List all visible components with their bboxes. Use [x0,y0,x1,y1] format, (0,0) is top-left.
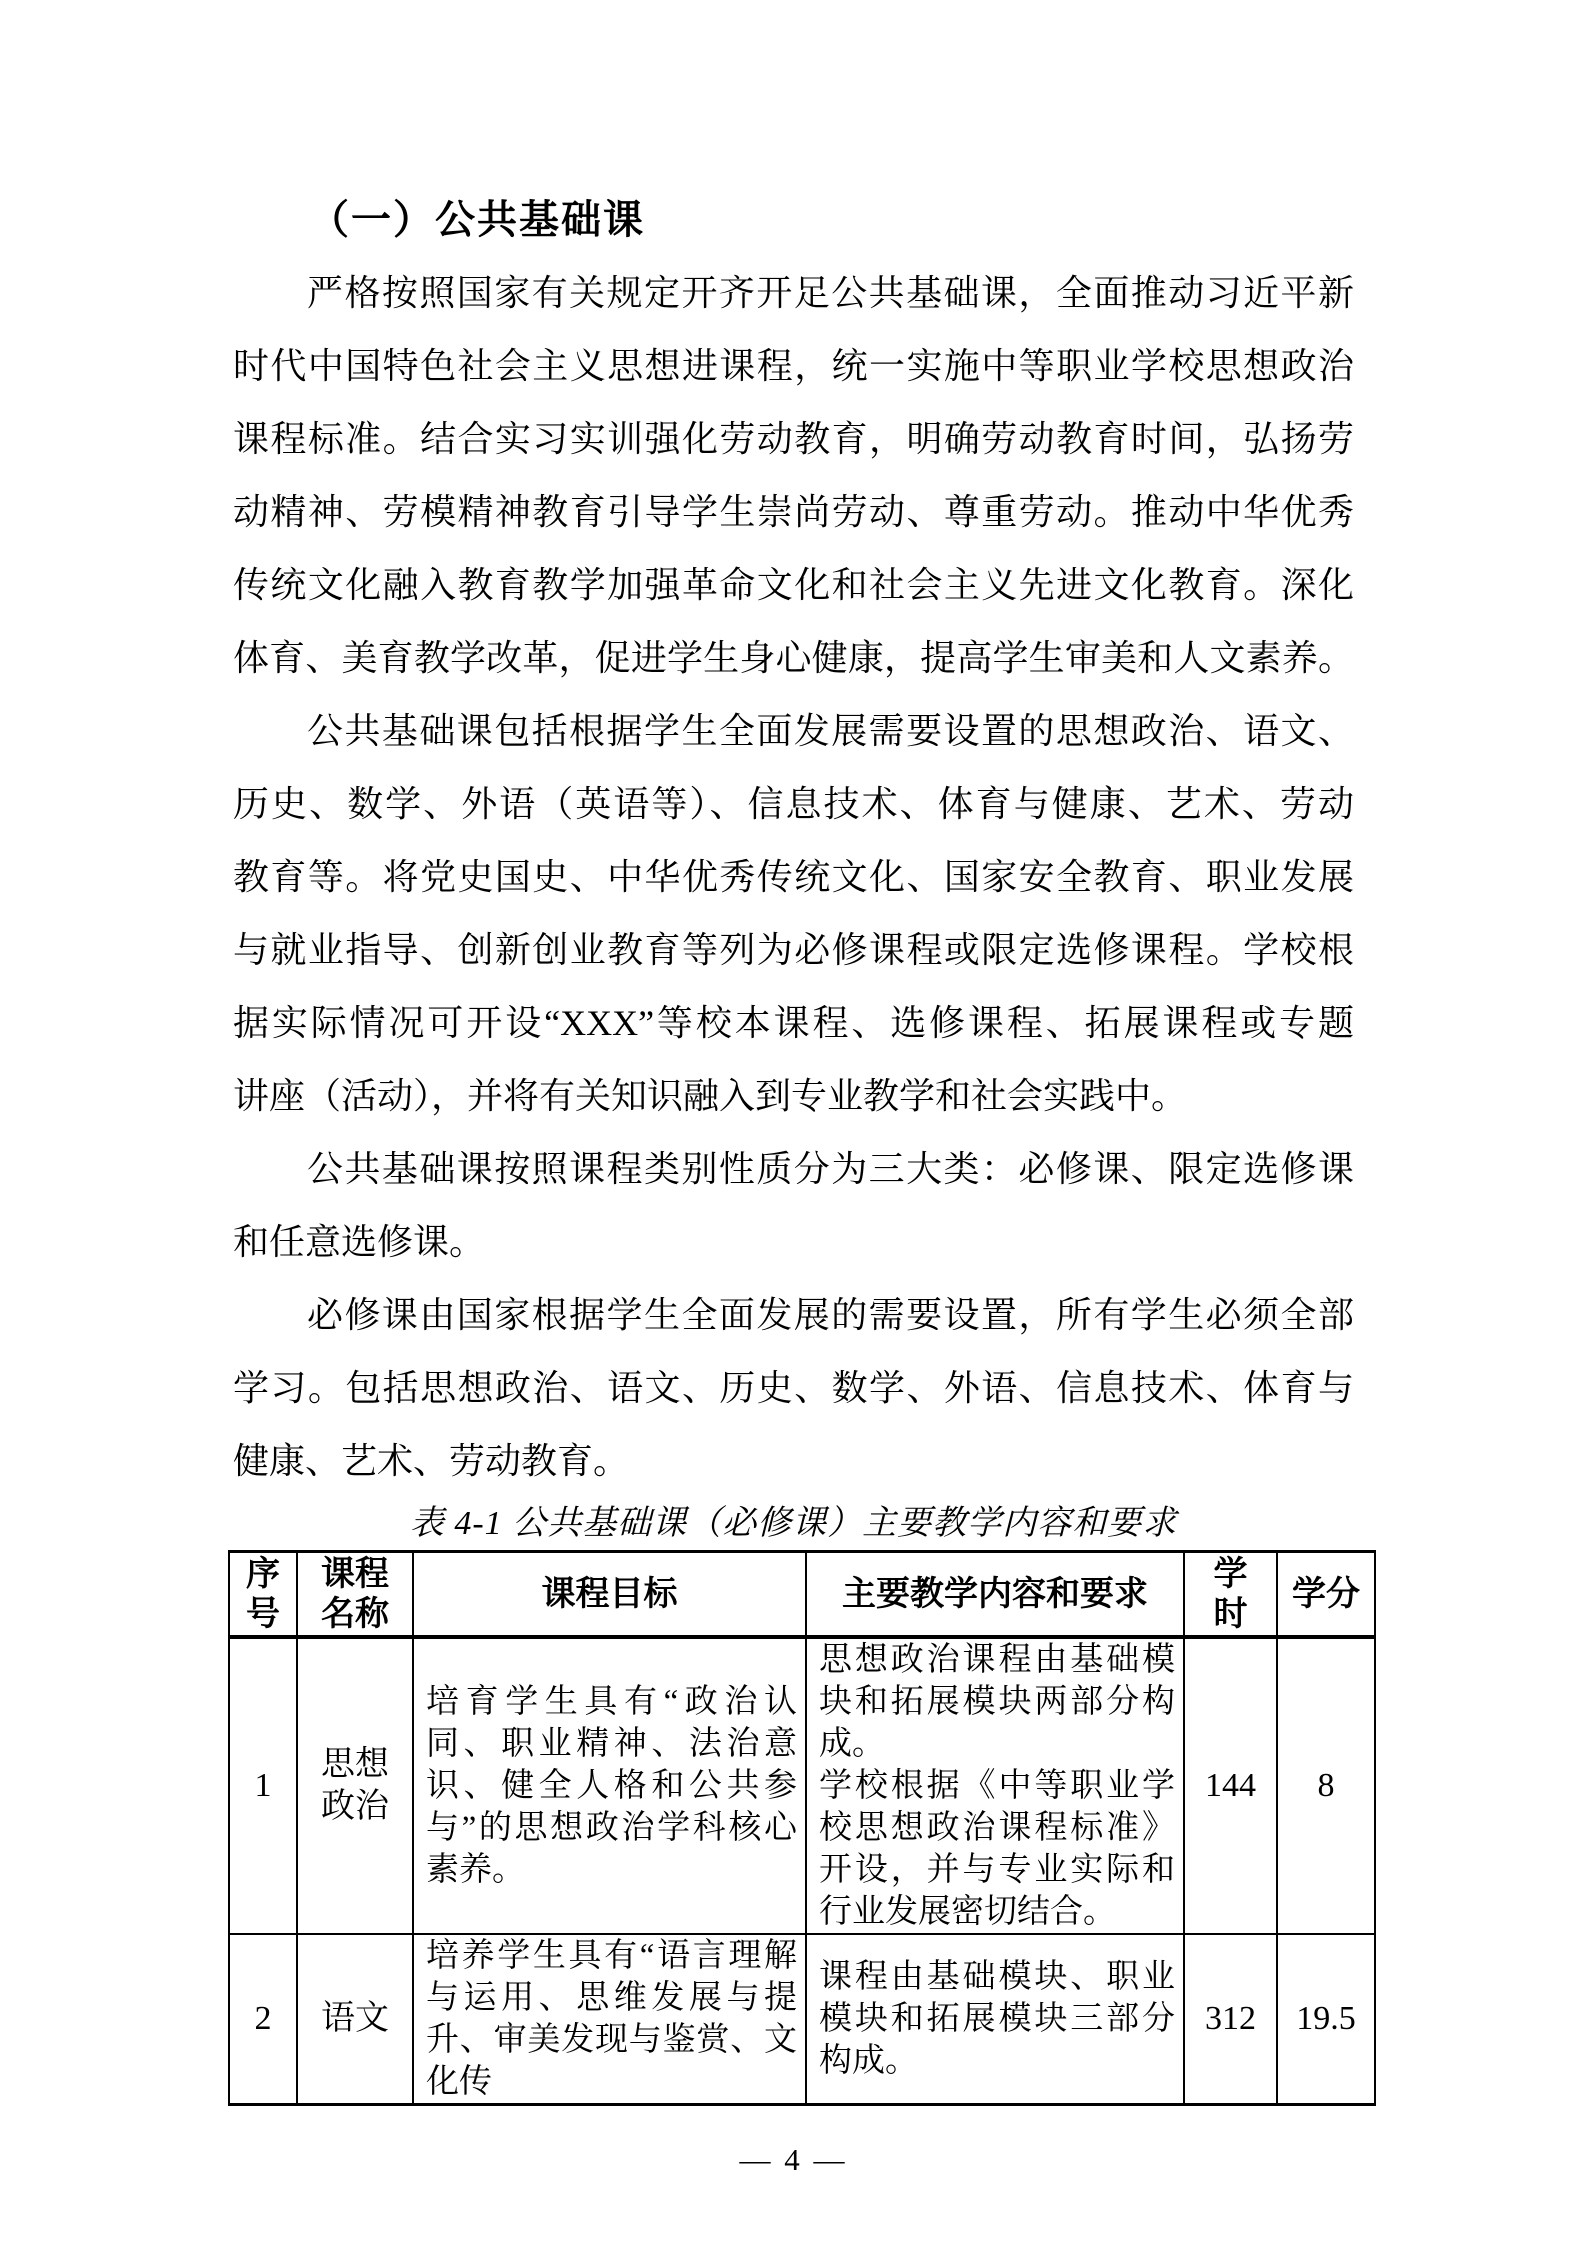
text-line: 据实际情况可开设“XXX”等校本课程、选修课程、拓展课程或专题 [233,1003,1354,1043]
header-cell-course-name [297,1552,413,1637]
table-caption: 表 4-1 公共基础课（必修课）主要教学内容和要求 [409,1505,1178,1542]
content-paragraph: 学校根据《中等职业学校思想政治课程标准》开设，并与专业实际和行业发展密切结合。 [819,1767,1175,1930]
course-name-line: 语文 [321,1999,389,2037]
table-row [229,1934,1375,2105]
header-text: 课程 [321,1554,389,1593]
content-paragraph: 课程由基础模块、职业模块和拓展模块三部分构成。 [819,1958,1175,2079]
cell-hours: 312 [1184,1934,1277,2105]
header-text: 号 [246,1594,280,1633]
text-line: 公共基础课包括根据学生全面发展需要设置的思想政治、语文、 [307,711,1354,751]
course-name-line: 政治 [321,1787,389,1825]
section-heading: （一）公共基础课 [309,198,645,242]
course-name-line: 思想 [321,1745,389,1783]
text-line: 体育、美育教学改革，促进学生身心健康，提高学生审美和人文素养。 [233,638,1354,678]
paragraph-1 [233,257,1354,695]
header-cell-credits: 学分 [1277,1552,1375,1637]
header-cell-course-goal: 课程目标 [413,1552,806,1637]
cell-course-goal [413,1637,806,1934]
paragraph-2 [233,695,1354,1133]
text-line: 课程标准。结合实习实训强化劳动教育，明确劳动教育时间，弘扬劳 [233,419,1354,459]
text-line: 动精神、劳模精神教育引导学生崇尚劳动、尊重劳动。推动中华优秀 [233,492,1354,532]
goal-paragraph: 培养学生具有“语言理解与运用、思维发展与提升、审美发现与鉴赏、文化传 [426,1937,797,2100]
text-line: 严格按照国家有关规定开齐开足公共基础课，全面推动习近平新 [307,273,1354,313]
header-cell-teaching-content: 主要教学内容和要求 [806,1552,1184,1637]
text-line: 公共基础课按照课程类别性质分为三大类：必修课、限定选修课 [307,1149,1354,1189]
text-line: 必修课由国家根据学生全面发展的需要设置，所有学生必须全部 [307,1295,1354,1335]
cell-course-goal [413,1934,806,2105]
cell-row-number: 1 [229,1637,297,1934]
cell-hours: 144 [1184,1637,1277,1934]
text-line: 健康、艺术、劳动教育。 [233,1441,630,1481]
cell-credits: 19.5 [1277,1934,1375,2105]
header-text: 时 [1213,1594,1248,1633]
header-cell-no [229,1552,297,1637]
header-text: 名称 [321,1594,389,1633]
cell-course-name [297,1637,413,1934]
cell-teaching-content [806,1934,1184,2105]
paragraph-4 [233,1279,1354,1498]
cell-teaching-content [806,1637,1184,1934]
text-line: 历史、数学、外语（英语等）、信息技术、体育与健康、艺术、劳动 [233,784,1354,824]
table-row [229,1637,1375,1934]
paragraph-3 [233,1133,1354,1279]
cell-credits: 8 [1277,1637,1375,1934]
goal-paragraph: 培育学生具有“政治认同、职业精神、法治意识、健全人格和公共参与”的思想政治学科核心素养。 [426,1683,797,1888]
cell-course-name [297,1934,413,2105]
text-line: 时代中国特色社会主义思想进课程，统一实施中等职业学校思想政治 [233,346,1354,386]
text-line: 和任意选修课。 [233,1222,486,1262]
page-number: — 4 — [739,2142,848,2177]
cell-row-number: 2 [229,1934,297,2105]
text-line: 传统文化融入教育教学加强革命文化和社会主义先进文化教育。深化 [233,565,1354,605]
table-header-row [229,1552,1375,1637]
text-line: 教育等。将党史国史、中华优秀传统文化、国家安全教育、职业发展 [233,857,1354,897]
header-cell-hours [1184,1552,1277,1637]
text-line: 与就业指导、创新创业教育等列为必修课程或限定选修课程。学校根 [233,930,1354,970]
header-text: 学 [1213,1554,1248,1593]
content-paragraph: 思想政治课程由基础模块和拓展模块两部分构成。 [819,1641,1175,1762]
course-table [228,1550,1376,2106]
text-line: 讲座（活动），并将有关知识融入到专业教学和社会实践中。 [233,1076,1188,1116]
text-line: 学习。包括思想政治、语文、历史、数学、外语、信息技术、体育与 [233,1368,1354,1408]
header-text: 序 [246,1554,280,1593]
